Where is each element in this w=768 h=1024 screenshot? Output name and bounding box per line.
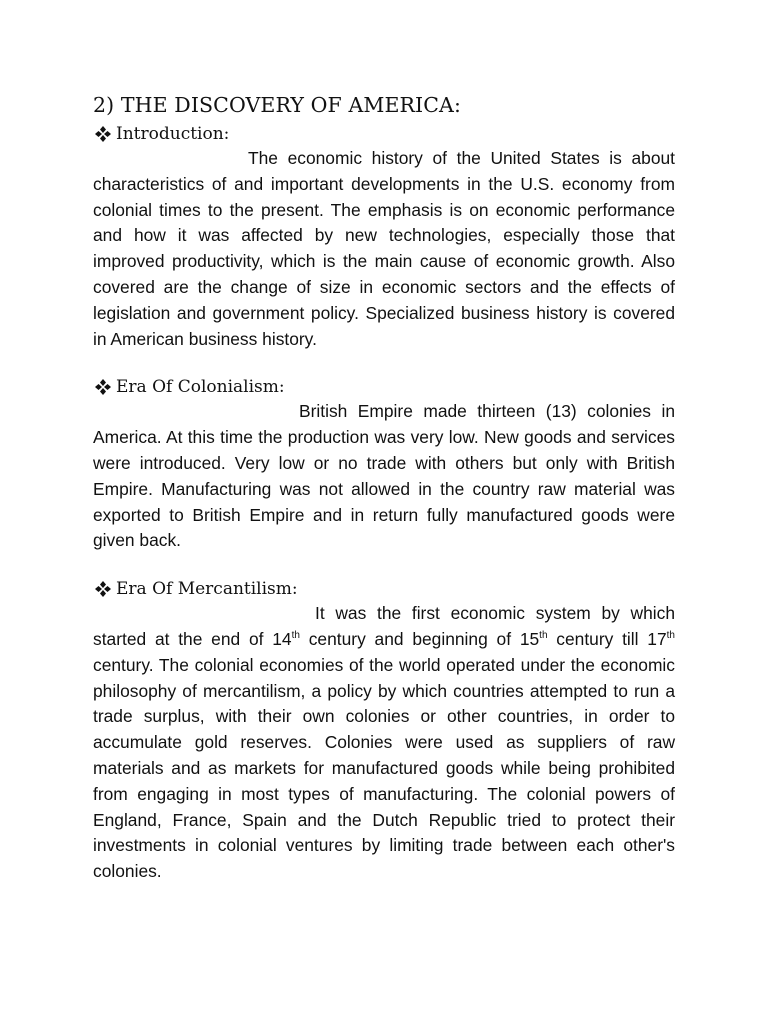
section-introduction [93, 122, 675, 352]
section-heading-introduction [93, 122, 675, 146]
document-page [93, 88, 675, 885]
paragraph-text: It was the first economic system by which started at the end of 14 [93, 603, 675, 649]
section-paragraph: The economic history of the United States is about characteristics of and important developments in the U.S. economy from colonial times to the present. The emphasis is on economic performance and how it was affected by new technologies, especially those that improved productivity, which is the main cause of economic growth. Also covered are the change of size in economic sectors and the effects of legislation and government policy. Specialized business history is covered in American business history. [93, 148, 675, 349]
ordinal-superscript: th [666, 630, 675, 642]
section-heading-label: Introduction: [116, 124, 230, 144]
four-diamond-bullet-icon [94, 580, 112, 598]
page-title: 2) THE DISCOVERY OF AMERICA: [93, 93, 461, 117]
section-era-of-colonialism [93, 375, 675, 554]
section-era-of-mercantilism [93, 577, 675, 885]
section-heading-label: Era Of Colonialism: [116, 377, 285, 398]
section-paragraph: British Empire made thirteen (13) colonies in America. At this time the production was very low. New goods and services were introduced. Very low or no trade with others but only with British Empire. Manufacturing was not allowed in the country raw material was exported to British Empire and in return fully manufactured goods were given back. [93, 401, 675, 551]
four-diamond-bullet-icon [94, 378, 112, 396]
section-heading-mercantilism [93, 577, 675, 601]
section-paragraph [93, 601, 675, 885]
ordinal-superscript: th [291, 630, 300, 642]
section-heading-label: Era Of Mercantilism: [116, 579, 298, 600]
four-diamond-bullet-icon [94, 125, 112, 143]
section-heading-colonialism [93, 375, 675, 399]
paragraph-text: century till 17 [547, 628, 667, 649]
ordinal-superscript: th [539, 630, 548, 642]
paragraph-text: century and beginning of 15 [299, 628, 540, 649]
paragraph-text: century. The colonial economies of the world operated under the economic philosophy of mercantilism, a policy by which countries attempted to run a trade surplus, with their own colonies or other countries, in order to accumulate gold reserves. Colonies were used as suppliers of raw materials and as markets for manufactured goods while being prohibited from engaging in most types of manufacturing. The colonial powers of England, France, Spain and the Dutch Republic tried to protect their investments in colonial ventures by limiting trade between each other's colonies. [93, 654, 675, 882]
